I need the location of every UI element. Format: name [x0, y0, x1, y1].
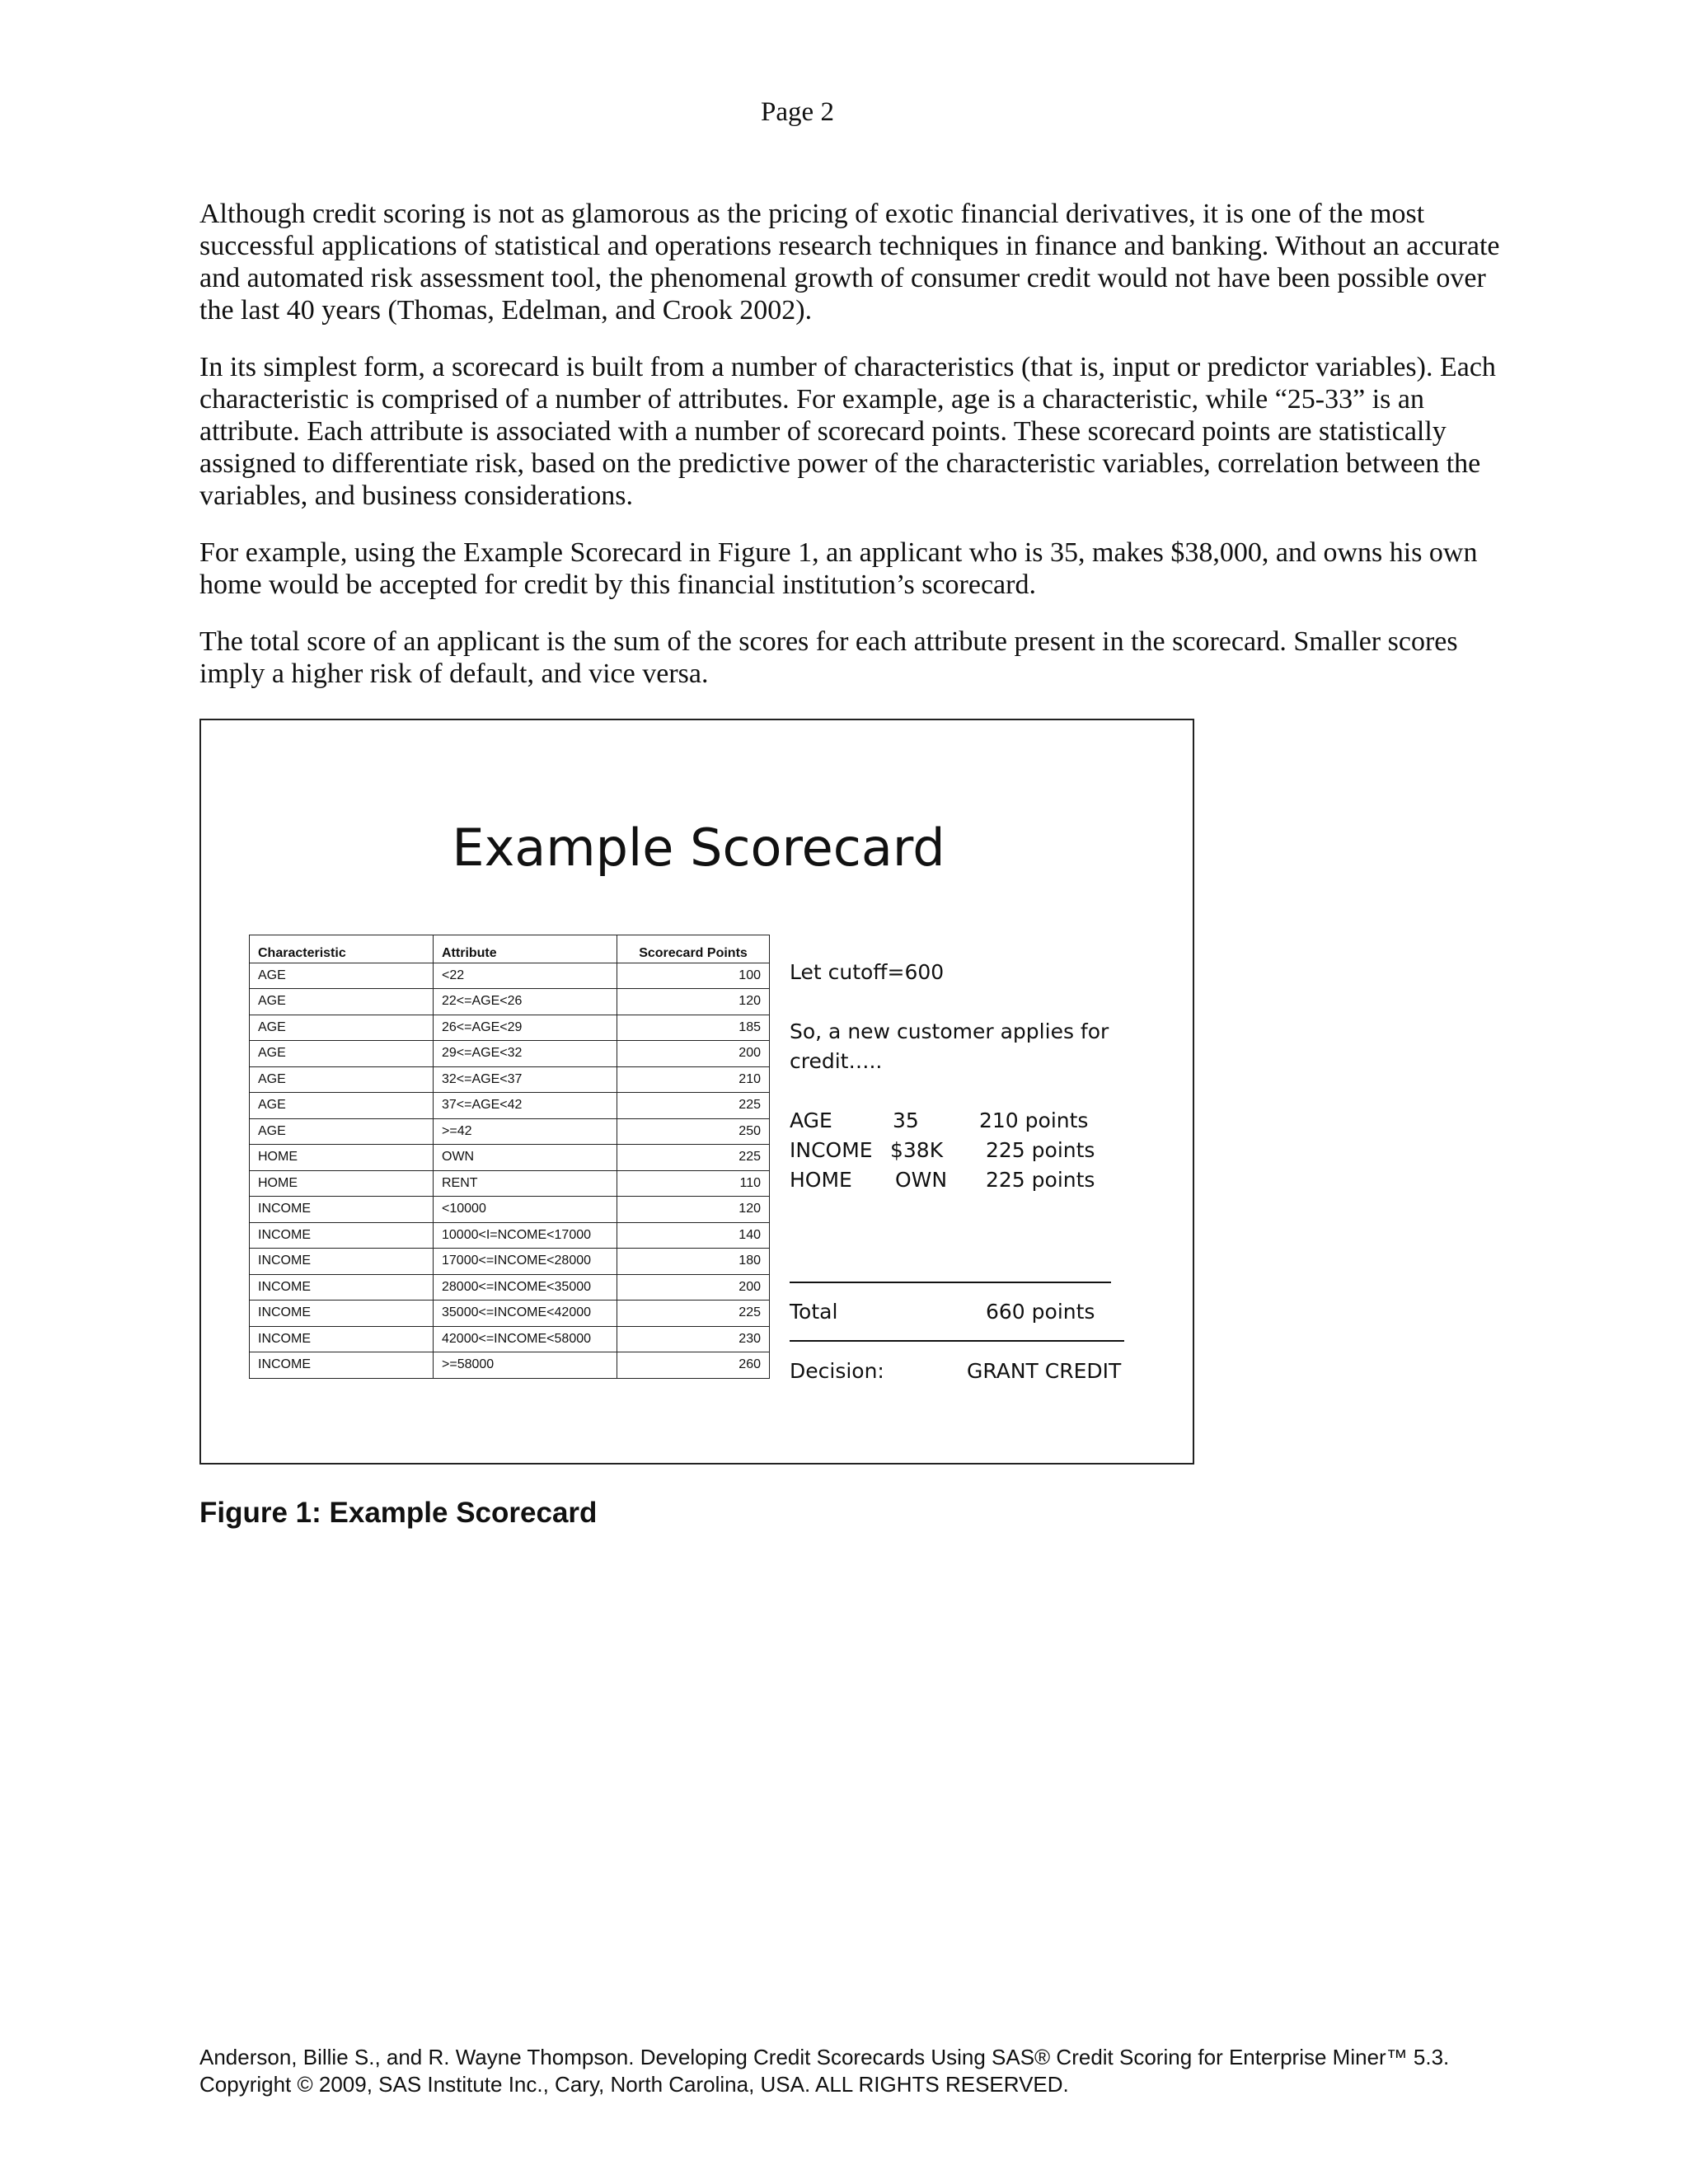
decision-value: GRANT CREDIT [967, 1359, 1122, 1383]
calc-item-age [790, 1106, 1136, 1136]
cell-characteristic: AGE [250, 989, 434, 1015]
cell-attribute: 32<=AGE<37 [434, 1066, 617, 1093]
cell-attribute: 10000<I=NCOME<17000 [434, 1222, 617, 1249]
cell-attribute: 29<=AGE<32 [434, 1041, 617, 1067]
cell-characteristic: AGE [250, 1041, 434, 1067]
table-row [250, 1041, 770, 1067]
table-header-row [250, 935, 770, 963]
cell-attribute: 28000<=INCOME<35000 [434, 1274, 617, 1301]
table-row [250, 1274, 770, 1301]
separator-line [790, 1340, 1124, 1342]
decision-label: Decision: [790, 1359, 884, 1383]
cell-points: 225 [617, 1301, 770, 1327]
separator-line [790, 1282, 1111, 1283]
table-row [250, 1066, 770, 1093]
table-row [250, 1301, 770, 1327]
cell-points: 200 [617, 1041, 770, 1067]
item-name: INCOME [790, 1138, 873, 1162]
table-row [250, 1118, 770, 1145]
cell-characteristic: INCOME [250, 1274, 434, 1301]
cell-characteristic: INCOME [250, 1301, 434, 1327]
cutoff-text: Let cutoff=600 [790, 960, 945, 984]
cell-attribute: 17000<=INCOME<28000 [434, 1249, 617, 1275]
cell-points: 185 [617, 1015, 770, 1041]
cell-points: 250 [617, 1118, 770, 1145]
cell-attribute: <10000 [434, 1197, 617, 1223]
item-points: 225 points [986, 1168, 1095, 1192]
footer-line-1: Anderson, Billie S., and R. Wayne Thompson. Developing Credit Scorecards Using SAS® Credit Scoring for Enterprise Miner™ 5.3. [199, 2045, 1450, 2069]
cell-attribute: 22<=AGE<26 [434, 989, 617, 1015]
item-name: AGE [790, 1108, 832, 1132]
cell-points: 230 [617, 1326, 770, 1352]
cell-points: 180 [617, 1249, 770, 1275]
table-row [250, 1249, 770, 1275]
total-points: 660 points [986, 1300, 1095, 1324]
figure-caption: Figure 1: Example Scorecard [199, 1497, 598, 1529]
applies-text-line2: credit….. [790, 1049, 883, 1073]
table-row [250, 963, 770, 989]
page-number: Page 2 [761, 97, 834, 127]
applies-text-line1: So, a new customer applies for [790, 1019, 1109, 1043]
header-characteristic: Characteristic [250, 935, 434, 963]
cell-attribute: 35000<=INCOME<42000 [434, 1301, 617, 1327]
cell-points: 260 [617, 1352, 770, 1379]
cell-attribute: >=58000 [434, 1352, 617, 1379]
total-label: Total [790, 1300, 838, 1324]
paragraph-intro: Although credit scoring is not as glamorous as the pricing of exotic financial derivatives, it is one of the most successful applications of statistical and operations research techniques in finance and banking. Without an accurate and automated risk assessment tool, the phenomenal growth of consumer credit would not have been possible over the last 40 years (Thomas, Edelman, and Crook 2002). [199, 199, 1500, 326]
cell-attribute: RENT [434, 1170, 617, 1197]
table-row [250, 989, 770, 1015]
header-attribute: Attribute [434, 935, 617, 963]
table-row [250, 1015, 770, 1041]
cell-characteristic: HOME [250, 1145, 434, 1171]
header-scorecard-points: Scorecard Points [617, 935, 770, 963]
paragraph-scorecard-definition: In its simplest form, a scorecard is built from a number of characteristics (that is, input or predictor variables). Each characteristic is comprised of a number of attributes. For example, age is a characteristic, while “25-33” is an attribute. Each attribute is associated with a number of scorecard points. These scorecard points are statistically assigned to differentiate risk, based on the predictive power of the characteristic variables, correlation between the variables, and business considerations. [199, 352, 1496, 511]
cell-characteristic: INCOME [250, 1197, 434, 1223]
table-row [250, 1222, 770, 1249]
footer-citation [199, 2044, 1449, 2098]
figure-example-scorecard [199, 719, 1194, 1465]
cell-characteristic: AGE [250, 963, 434, 989]
scoring-example [790, 958, 1136, 1383]
calc-decision [790, 1357, 1136, 1386]
table-row [250, 1326, 770, 1352]
item-points: 210 points [979, 1108, 1089, 1132]
item-value: 35 [893, 1108, 919, 1132]
item-value: $38K [890, 1138, 944, 1162]
cell-characteristic: AGE [250, 1066, 434, 1093]
cell-points: 100 [617, 963, 770, 989]
cell-attribute: <22 [434, 963, 617, 989]
cell-attribute: >=42 [434, 1118, 617, 1145]
cell-attribute: 42000<=INCOME<58000 [434, 1326, 617, 1352]
item-value: OWN [895, 1168, 948, 1192]
table-row [250, 1093, 770, 1119]
cell-characteristic: INCOME [250, 1222, 434, 1249]
cell-points: 225 [617, 1093, 770, 1119]
cell-characteristic: AGE [250, 1093, 434, 1119]
paragraph-total-score: The total score of an applicant is the sum of the scores for each attribute present in the scorecard. Smaller scores imply a higher risk of default, and vice versa. [199, 626, 1458, 689]
cell-attribute: 26<=AGE<29 [434, 1015, 617, 1041]
cell-characteristic: HOME [250, 1170, 434, 1197]
cell-characteristic: AGE [250, 1118, 434, 1145]
cell-points: 140 [617, 1222, 770, 1249]
figure-title: Example Scorecard [452, 818, 945, 878]
cell-characteristic: INCOME [250, 1326, 434, 1352]
cell-attribute: 37<=AGE<42 [434, 1093, 617, 1119]
table-row [250, 1145, 770, 1171]
scorecard-table [249, 935, 770, 1379]
table-row [250, 1197, 770, 1223]
item-points: 225 points [986, 1138, 1095, 1162]
cell-characteristic: AGE [250, 1015, 434, 1041]
cell-points: 120 [617, 1197, 770, 1223]
paragraph-example: For example, using the Example Scorecard in Figure 1, an applicant who is 35, makes $38,000, and owns his own home would be accepted for credit by this financial institution’s scorecard. [199, 537, 1478, 600]
cell-points: 225 [617, 1145, 770, 1171]
scorecard-table-body [250, 963, 770, 1378]
calc-item-income [790, 1136, 1136, 1165]
cell-points: 110 [617, 1170, 770, 1197]
footer-line-2: Copyright © 2009, SAS Institute Inc., Cary, North Carolina, USA. ALL RIGHTS RESERVED. [199, 2072, 1069, 2097]
table-row [250, 1352, 770, 1379]
item-name: HOME [790, 1168, 852, 1192]
cell-attribute: OWN [434, 1145, 617, 1171]
body-text [199, 198, 1518, 715]
calc-item-home [790, 1165, 1136, 1195]
table-row [250, 1170, 770, 1197]
cell-characteristic: INCOME [250, 1249, 434, 1275]
cell-points: 200 [617, 1274, 770, 1301]
cell-characteristic: INCOME [250, 1352, 434, 1379]
calc-total [790, 1297, 1136, 1327]
cell-points: 210 [617, 1066, 770, 1093]
cell-points: 120 [617, 989, 770, 1015]
